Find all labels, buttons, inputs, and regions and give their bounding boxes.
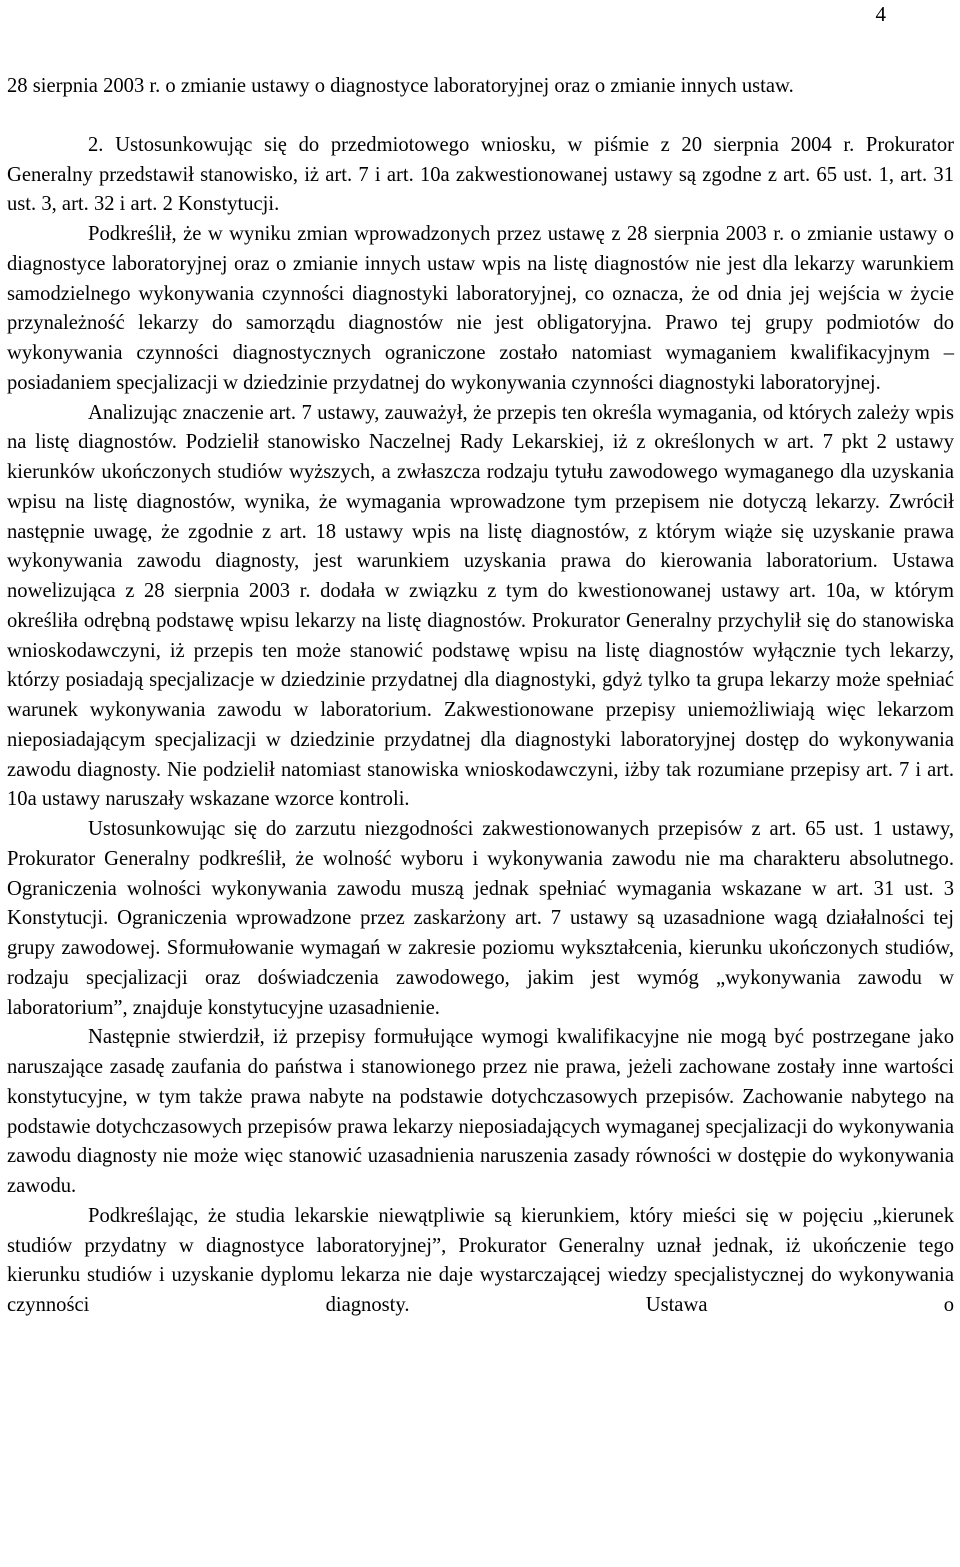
paragraph-section-2: 2. Ustosunkowując się do przedmiotowego wniosku, w piśmie z 20 sierpnia 2004 r. Prokurator Generalny przedstawił stanowisko, iż art. 7 i art. 10a zakwestionowanej ustawy są zgodne z art. 65 ust. 1, art. 31 ust. 3, art. 32 i art. 2 Konstytucji.	[7, 133, 954, 216]
paragraph-trust-principle: Następnie stwierdził, iż przepisy formułujące wymogi kwalifikacyjne nie mogą być postrzegane jako naruszające zasadę zaufania do państwa i stanowionego przez nie prawa, jeżeli zachowane zostały inne wartości konstytucyjne, w tym także prawa nabyte na podstawie dotychczasowych przepisów. Zachowanie nabytego na podstawie dotychczasowych przepisów prawa lekarzy nieposiadających wymaganej specjalizacji do wykonywania zawodu diagnosty nie może więc stanowić uzasadnienia naruszenia zasady równości w dostępie do wykonywania zawodu.	[7, 1026, 954, 1197]
document-body	[7, 72, 954, 1321]
paragraph-medical-studies: Podkreślając, że studia lekarskie niewątpliwie są kierunkiem, który mieści się w pojęciu „kierunek studiów przydatny w diagnostyce laboratoryjnej”, Prokurator Generalny uznał jednak, iż ukończenie tego kierunku studiów i uzyskanie dyplomu lekarza nie daje wystarczającej wiedzy specjalistycznej do wykonywania czynności diagnosty. Ustawa o	[7, 1204, 954, 1316]
paragraph-continuation: 28 sierpnia 2003 r. o zmianie ustawy o diagnostyce laboratoryjnej oraz o zmianie innych ustaw.	[7, 75, 794, 97]
paragraph-art-65-response: Ustosunkowując się do zarzutu niezgodności zakwestionowanych przepisów z art. 65 ust. 1 ustawy, Prokurator Generalny podkreślił, że wolność wyboru i wykonywania zawodu nie ma charakteru absolutnego. Ograniczenia wolności wykonywania zawodu muszą jednak spełniać wymagania wskazane w art. 31 ust. 3 Konstytucji. Ograniczenia wprowadzone przez zaskarżony art. 7 ustawy są uzasadnione wagą działalności tej grupy zawodowej. Sformułowanie wymagań w zakresie poziomu wykształcenia, kierunku ukończonych studiów, rodzaju specjalizacji oraz doświadczenia zawodowego, jakim jest wymóg „wykonywania zawodu w laboratorium”, znajduje konstytucyjne uzasadnienie.	[7, 818, 954, 1019]
page-number: 4	[875, 2, 886, 26]
paragraph-underlined-change: Podkreślił, że w wyniku zmian wprowadzonych przez ustawę z 28 sierpnia 2003 r. o zmianie ustawy o diagnostyce laboratoryjnej oraz o zmianie innych ustaw wpis na listę diagnostów nie jest dla lekarzy warunkiem samodzielnego wykonywania czynności diagnostyki laboratoryjnej, co oznacza, że od dnia jej wejścia w życie przynależność lekarzy do samorządu diagnostów nie jest obligatoryjna. Prawo tej grupy podmiotów do wykonywania czynności diagnostycznych ograniczone zostało natomiast wymaganiem kwalifikacyjnym – posiadaniem specjalizacji w dziedzinie przydatnej do wykonywania czynności diagnostyki laboratoryjnej.	[7, 223, 954, 394]
paragraph-art-7-analysis: Analizując znaczenie art. 7 ustawy, zauważył, że przepis ten określa wymagania, od których zależy wpis na listę diagnostów. Podzielił stanowisko Naczelnej Rady Lekarskiej, iż z określonych w art. 7 pkt 2 ustawy kierunków ukończonych studiów wyższych, a zwłaszcza rodzaju tytułu zawodowego wymaganego dla uzyskania wpisu na listę diagnostów, wynika, że wymagania wprowadzone tym przepisem nie dotyczą lekarzy. Zwrócił następnie uwagę, że zgodnie z art. 18 ustawy wpis na listę diagnostów, z którym wiąże się uzyskanie prawa wykonywania zawodu diagnosty, jest warunkiem uzyskania prawa do kierowania laboratorium. Ustawa nowelizująca z 28 sierpnia 2003 r. dodała w związku z tym do kwestionowanej ustawy art. 10a, w którym określiła odrębną podstawę wpisu lekarzy na listę diagnostów. Prokurator Generalny przychylił się do stanowiska wnioskodawczyni, iż przepis ten może stanowić podstawę wpisu na listę diagnostów wyłącznie tych lekarzy, którzy posiadają specjalizacje w dziedzinie przydatnej dla diagnostyki, gdyż tylko ta grupa lekarzy może spełniać warunek wykonywania zawodu w laboratorium. Zakwestionowane przepisy uniemożliwiają więc lekarzom nieposiadającym specjalizacji w dziedzinie przydatnej dla diagnostyki laboratoryjnej dostęp do wykonywania zawodu diagnosty. Nie podzielił natomiast stanowiska wnioskodawczyni, iżby tak rozumiane przepisy art. 7 i art. 10a ustawy naruszały wskazane wzorce kontroli.	[7, 401, 954, 811]
